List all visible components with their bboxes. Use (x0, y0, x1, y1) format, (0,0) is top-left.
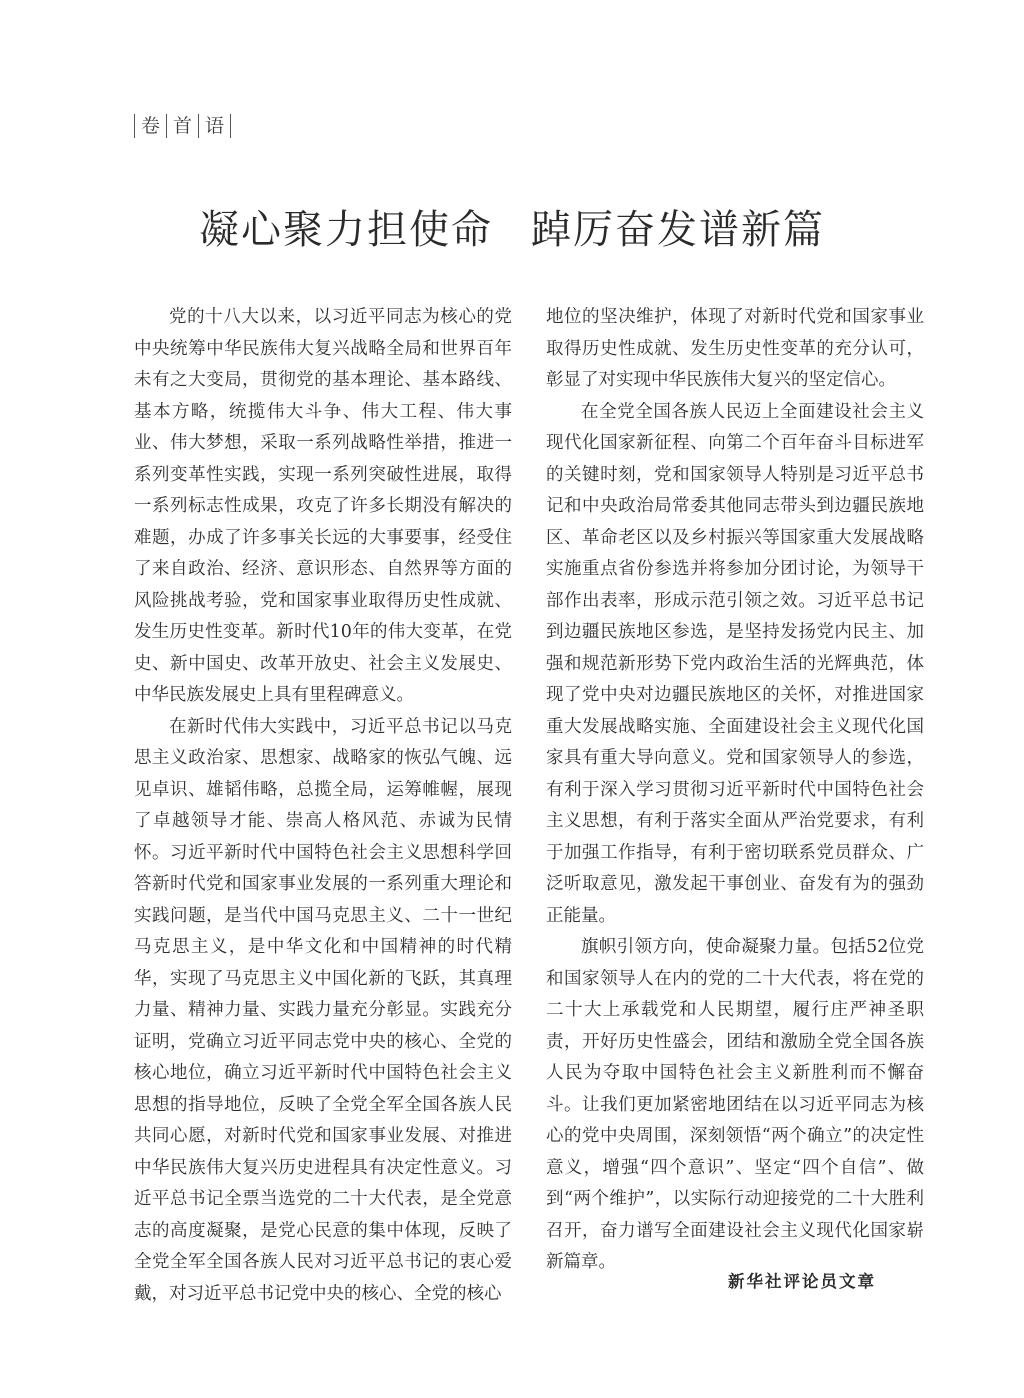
article-title (0, 202, 1024, 258)
section-tag-char: 首 (173, 115, 193, 137)
byline: 新华社评论员文章 (728, 1272, 876, 1291)
section-tag (134, 113, 231, 139)
section-tag-char: 语 (205, 115, 225, 137)
section-tag-char: 卷 (141, 115, 161, 137)
paragraph: 旗帜引领方向，使命凝聚力量。包括52位党和国家领导人在内的党的二十大代表，将在党的二十大上承载党和人民期望，履行庄严神圣职责，开好历史性盛会，团结和激励全党全国各族人民为夺取中国特色社会主义新胜利而不懈奋斗。让我们更加紧密地团结在以习近平同志为核心的党中央周围，深刻领悟“两个确立”的决定性意义，增强“四个意识”、坚定“四个自信”、做到“两个维护”，以实际行动迎接党的二十大胜利召开，奋力谱写全面建设社会主义现代化国家崭新篇章。 (546, 937, 924, 1272)
divider (230, 114, 231, 138)
left-column (134, 302, 512, 1310)
paragraph-continued: 地位的坚决维护，体现了对新时代党和国家事业取得历史性成就、发生历史性变革的充分认可，彰显了对实现中华民族伟大复兴的坚定信心。 (546, 307, 924, 390)
paragraph: 在新时代伟大实践中，习近平总书记以马克思主义政治家、思想家、战略家的恢弘气魄、远见卓识、雄韬伟略，总揽全局，运筹帷幄，展现了卓越领导才能、崇高人格风范、赤诚为民情怀。习近平新时代中国特色社会主义思想科学回答新时代党和国家事业发展的一系列重大理论和实践问题，是当代中国马克思主义、二十一世纪马克思主义，是中华文化和中国精神的时代精华，实现了马克思主义中国化新的飞跃，其真理力量、精神力量、实践力量充分彰显。实践充分证明，党确立习近平同志党中央的核心、全党的核心地位，确立习近平新时代中国特色社会主义思想的指导地位，反映了全党全军全国各族人民共同心愿，对新时代党和国家事业发展、对推进中华民族伟大复兴历史进程具有决定性意义。习近平总书记全票当选党的二十大代表，是全党意志的高度凝聚，是党心民意的集中体现，反映了全党全军全国各族人民对习近平总书记的衷心爱戴，对习近平总书记党中央的核心、全党的核心 (134, 716, 512, 1304)
title-part-2: 踔厉奋发谱新篇 (531, 207, 825, 253)
title-part-1: 凝心聚力担使命 (199, 207, 493, 253)
paragraph: 党的十八大以来，以习近平同志为核心的党中央统筹中华民族伟大复兴战略全局和世界百年未有之大变局，贯彻党的基本理论、基本路线、基本方略，统揽伟大斗争、伟大工程、伟大事业、伟大梦想，采取一系列战略性举措，推进一系列变革性实践，实现一系列突破性进展，取得一系列标志性成果，攻克了许多长期没有解决的难题，办成了许多事关长远的大事要事，经受住了来自政治、经济、意识形态、自然界等方面的风险挑战考验，党和国家事业取得历史性成就、发生历史性变革。新时代10年的伟大变革，在党史、新中国史、改革开放史、社会主义发展史、中华民族发展史上具有里程碑意义。 (134, 307, 512, 705)
right-column (546, 302, 924, 1279)
paragraph: 在全党全国各族人民迈上全面建设社会主义现代化国家新征程、向第二个百年奋斗目标进军的关键时刻，党和国家领导人特别是习近平总书记和中央政治局常委其他同志带头到边疆民族地区、革命老区以及乡村振兴等国家重大发展战略实施重点省份参选并将参加分团讨论，为领导干部作出表率，形成示范引领之效。习近平总书记到边疆民族地区参选，是坚持发扬党内民主、加强和规范新形势下党内政治生活的光辉典范，体现了党中央对边疆民族地区的关怀，对推进国家重大发展战略实施、全面建设社会主义现代化国家具有重大导向意义。党和国家领导人的参选，有利于深入学习贯彻习近平新时代中国特色社会主义思想，有利于落实全面从严治党要求，有利于加强工作指导，有利于密切联系党员群众、广泛听取意见，激发起干事创业、奋发有为的强劲正能量。 (546, 401, 924, 926)
